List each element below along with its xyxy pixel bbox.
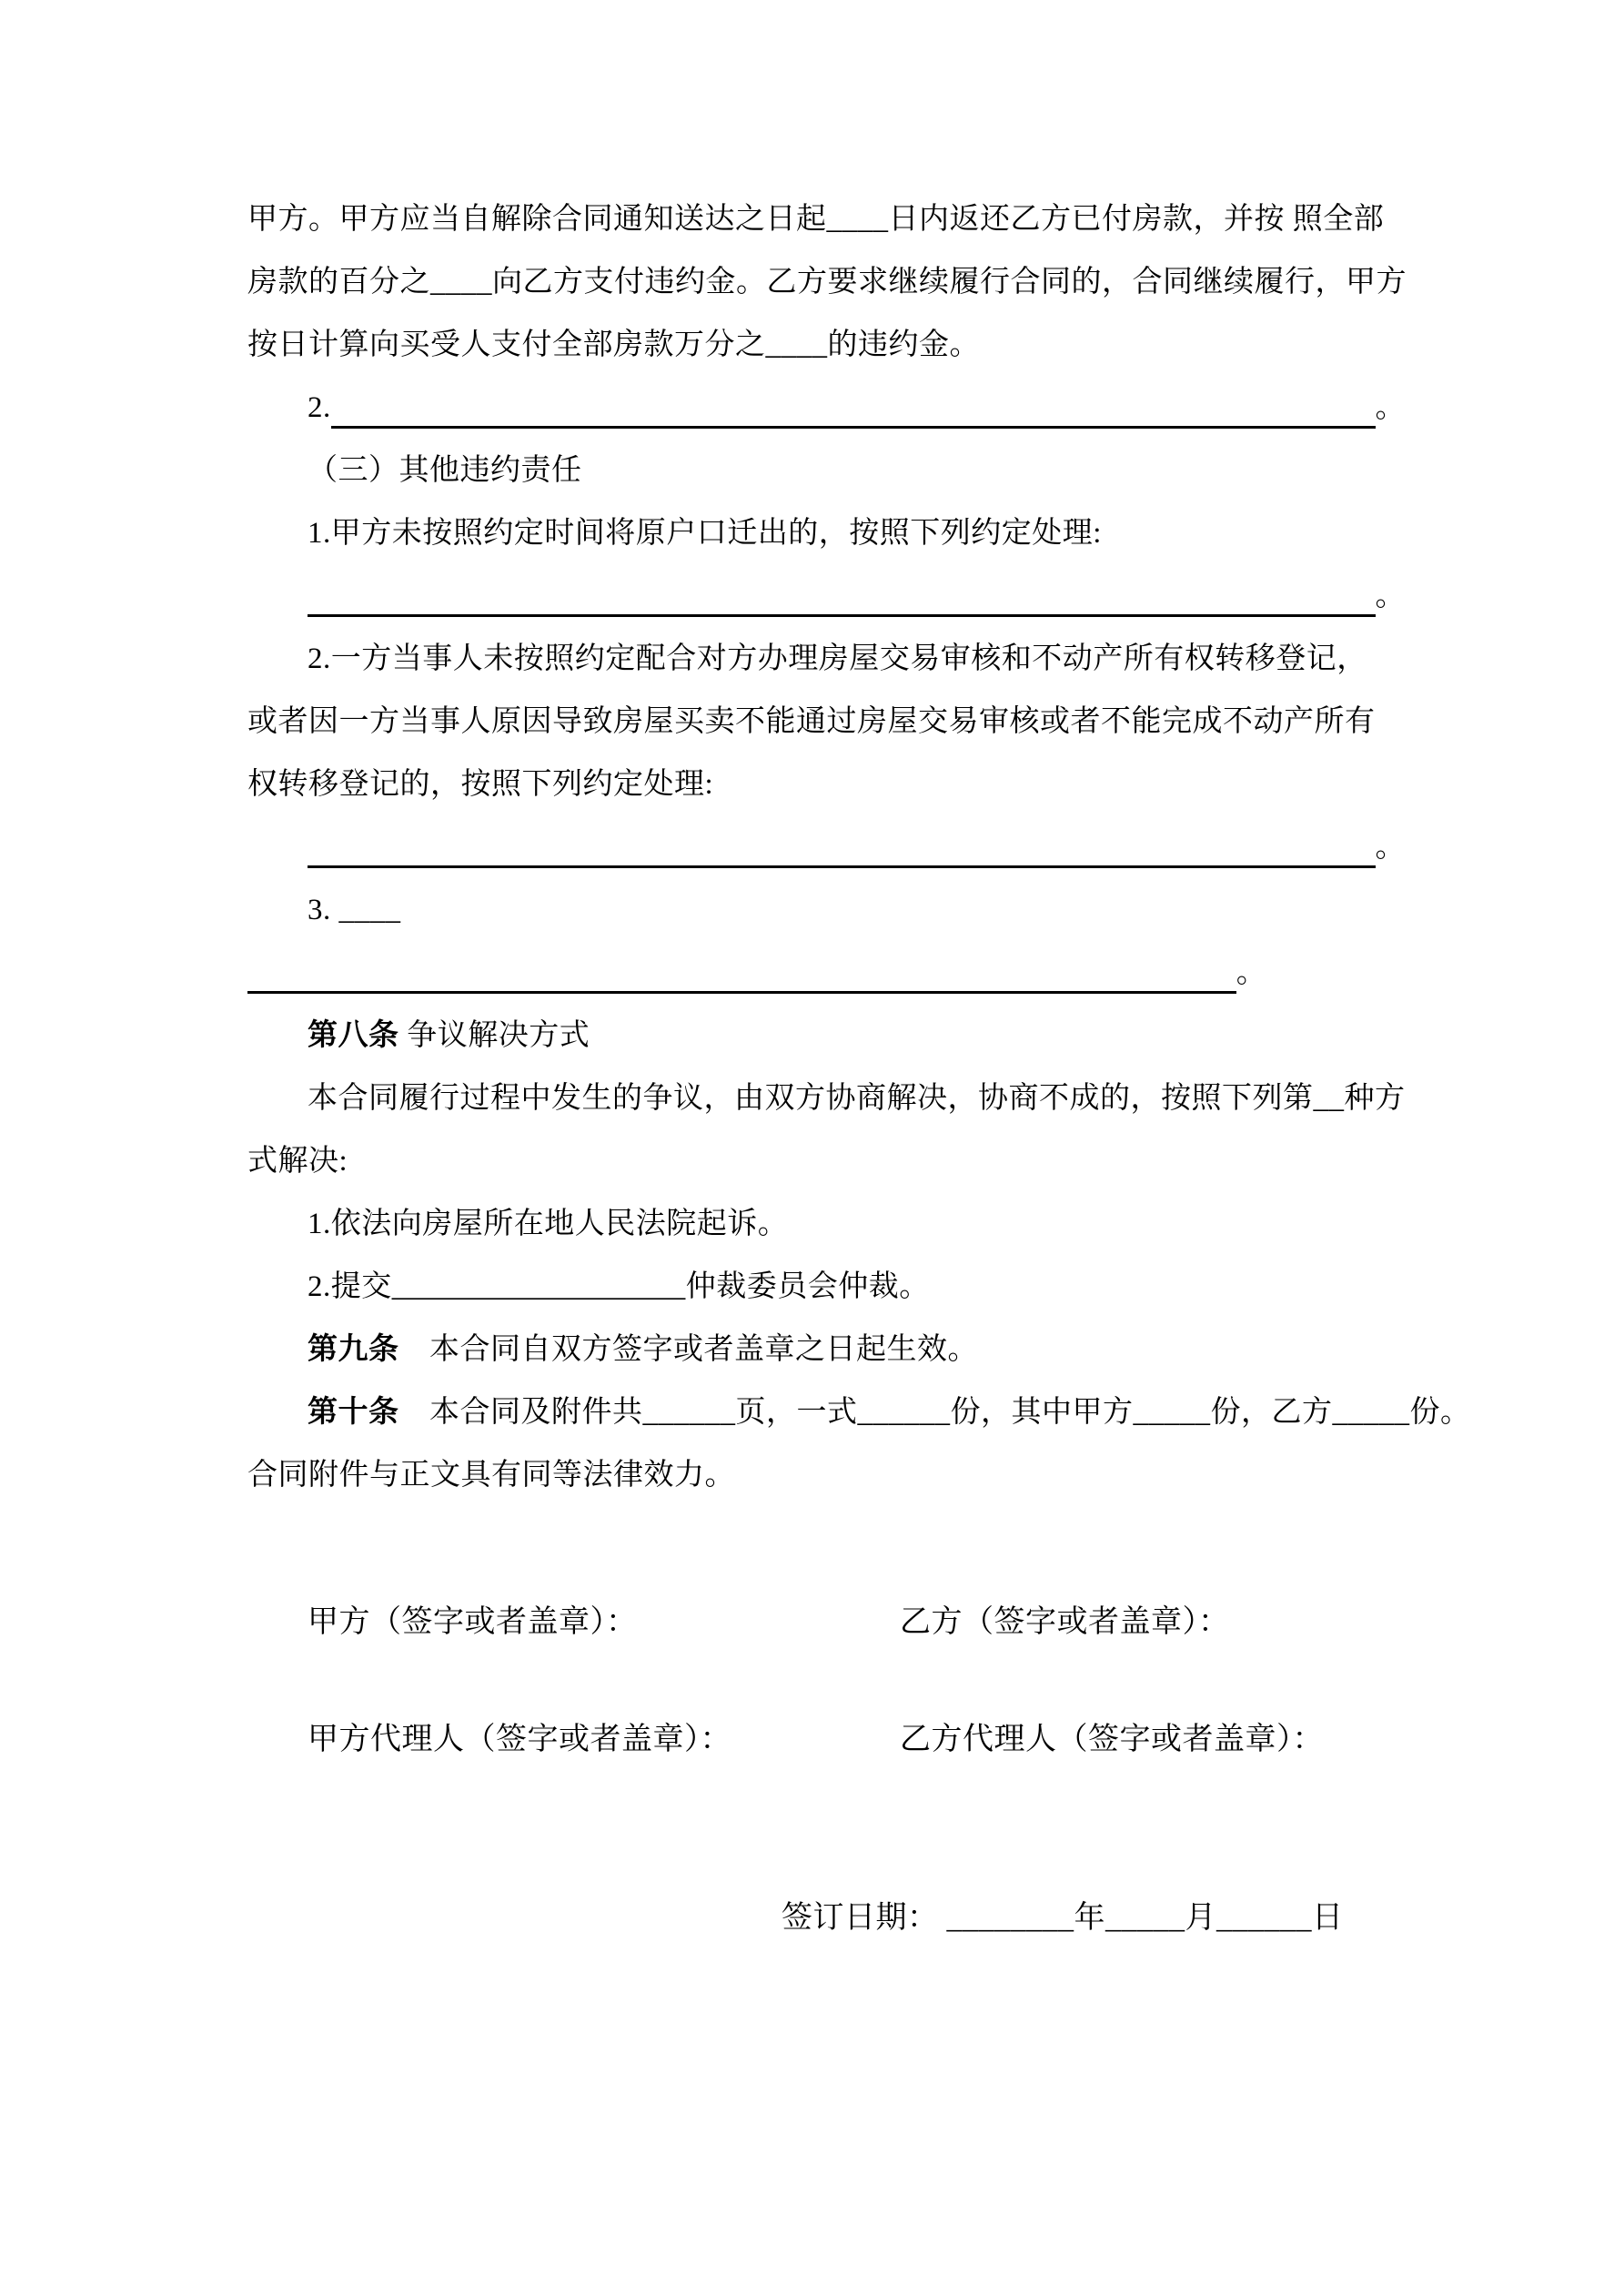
period-after-blank: 。 — [1236, 956, 1267, 989]
document-line — [247, 1381, 1471, 1444]
blank-rule-line — [247, 942, 1266, 1005]
text-run: 1.依法向房屋所在地人民法院起诉。 — [308, 1208, 789, 1240]
text-run: 按日计算向买受人支付全部房款万分之____的违约金。 — [247, 329, 980, 361]
text-run: 或者因一方当事人原因导致房屋买卖不能通过房屋交易审核或者不能完成不动产所有 — [247, 705, 1376, 738]
text-run: 争议解决方式 — [398, 1019, 590, 1052]
signing-date-blanks: ________年_____月______日 — [938, 1901, 1344, 1935]
party-a-agent-signature-label: 甲方代理人（签字或者盖章）： — [308, 1723, 731, 1756]
text-run: 2.提交___________________仲裁委员会仲裁。 — [308, 1270, 930, 1303]
text-run: 权转移登记的，按照下列约定处理: — [247, 768, 714, 801]
blank-rule-line — [247, 816, 1406, 879]
document-line — [247, 1256, 1406, 1319]
signature-block — [247, 1591, 1406, 1771]
document-line — [247, 628, 1406, 691]
document-line — [247, 1319, 1406, 1381]
document-line — [247, 1067, 1406, 1130]
text-run: 3. ____ — [308, 894, 401, 926]
document-line — [247, 879, 1406, 942]
blank-rule-line — [247, 565, 1406, 628]
fill-in-blank-underline — [331, 426, 1376, 429]
text-run: 本合同及附件共______页，一式______份，其中甲方_____份，乙方_____份。 — [398, 1396, 1471, 1429]
document-line — [247, 188, 1406, 251]
list-number: 2. — [308, 391, 331, 424]
fill-in-blank-underline — [247, 991, 1236, 994]
document-line — [247, 691, 1406, 754]
document-line — [247, 1130, 1406, 1193]
contract-body — [247, 188, 1471, 1507]
period-after-blank: 。 — [1375, 580, 1406, 612]
document-line — [247, 1444, 1406, 1507]
party-b-agent-signature-label: 乙方代理人（签字或者盖章）： — [900, 1723, 1324, 1756]
signing-date-line — [247, 1824, 1406, 2012]
document-line — [247, 1193, 1406, 1256]
clause-number: 第十条 — [308, 1396, 399, 1429]
fill-in-blank-underline — [308, 865, 1376, 868]
text-run: 1.甲方未按照约定时间将原户口迁出的，按照下列约定处理: — [308, 517, 1102, 550]
document-line — [247, 314, 1406, 377]
text-run: 合同附件与正文具有同等法律效力。 — [247, 1459, 735, 1492]
contract-content — [247, 188, 1471, 2012]
blank-rule-line — [247, 377, 1406, 440]
party-a-signature-label: 甲方（签字或者盖章）： — [308, 1605, 638, 1639]
text-run: 2.一方当事人未按照约定配合对方办理房屋交易审核和不动产所有权转移登记， — [308, 642, 1367, 675]
document-line — [247, 1005, 1406, 1067]
period-after-blank: 。 — [1375, 831, 1406, 864]
text-run: 房款的百分之____向乙方支付违约金。乙方要求继续履行合同的，合同继续履行，甲方 — [247, 266, 1407, 298]
clause-number: 第九条 — [308, 1333, 399, 1366]
clause-number: 第八条 — [308, 1019, 399, 1052]
text-run: （三）其他违约责任 — [308, 454, 582, 487]
fill-in-blank-underline — [308, 614, 1376, 617]
text-run: 甲方。甲方应当自解除合同通知送达之日起____日内返还乙方已付房款，并按 照全部 — [247, 203, 1385, 236]
party-b-signature-label: 乙方（签字或者盖章）： — [900, 1605, 1230, 1639]
text-run: 本合同履行过程中发生的争议，由双方协商解决，协商不成的，按照下列第__种方 — [308, 1082, 1406, 1115]
signing-date-label: 签订日期： — [782, 1901, 939, 1935]
document-line — [247, 251, 1406, 314]
period-after-blank: 。 — [1375, 391, 1406, 424]
document-line — [247, 440, 1406, 502]
text-run: 本合同自双方签字或者盖章之日起生效。 — [398, 1333, 978, 1366]
text-run: 式解决: — [247, 1145, 348, 1178]
document-line — [247, 502, 1406, 565]
document-line — [247, 754, 1406, 816]
